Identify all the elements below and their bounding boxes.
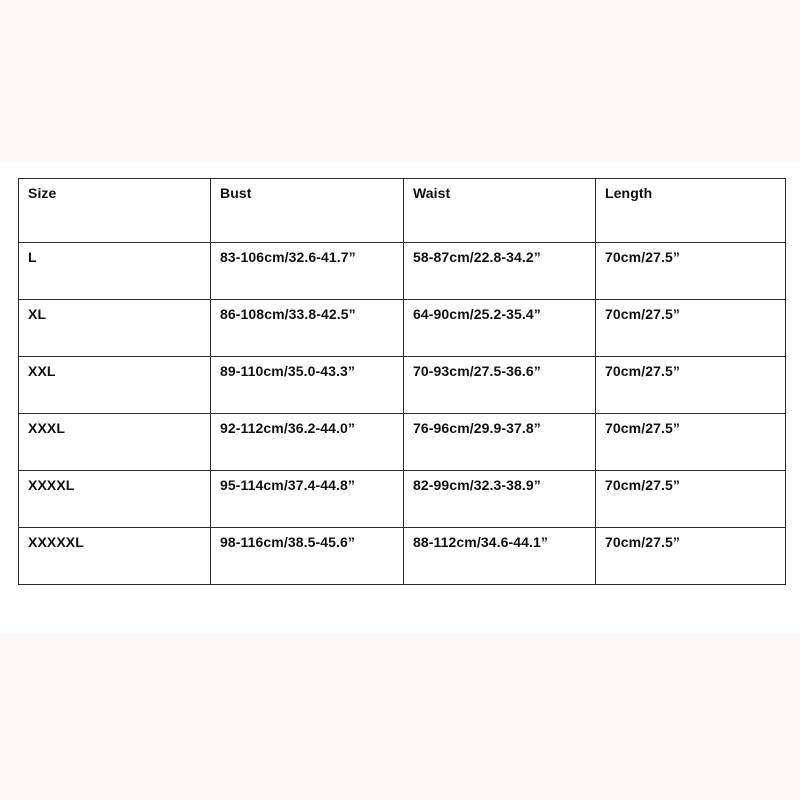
waist-cell: 70-93cm/27.5-36.6” <box>404 357 596 414</box>
size-cell: L <box>19 243 211 300</box>
bust-cell: 98-116cm/38.5-45.6” <box>211 528 404 585</box>
size-chart-table <box>18 178 786 585</box>
header-row <box>19 179 786 243</box>
waist-cell: 82-99cm/32.3-38.9” <box>404 471 596 528</box>
size-cell: XXXL <box>19 414 211 471</box>
table-row <box>19 357 786 414</box>
header-waist: Waist <box>404 179 596 243</box>
header-length: Length <box>596 179 786 243</box>
bust-cell: 95-114cm/37.4-44.8” <box>211 471 404 528</box>
waist-cell: 64-90cm/25.2-35.4” <box>404 300 596 357</box>
waist-cell: 76-96cm/29.9-37.8” <box>404 414 596 471</box>
table-row <box>19 243 786 300</box>
bust-cell: 86-108cm/33.8-42.5” <box>211 300 404 357</box>
bust-cell: 83-106cm/32.6-41.7” <box>211 243 404 300</box>
header-bust: Bust <box>211 179 404 243</box>
waist-cell: 88-112cm/34.6-44.1” <box>404 528 596 585</box>
waist-cell: 58-87cm/22.8-34.2” <box>404 243 596 300</box>
length-cell: 70cm/27.5” <box>596 414 786 471</box>
table-row <box>19 471 786 528</box>
table-row <box>19 414 786 471</box>
table-row <box>19 300 786 357</box>
size-cell: XXL <box>19 357 211 414</box>
bust-cell: 89-110cm/35.0-43.3” <box>211 357 404 414</box>
length-cell: 70cm/27.5” <box>596 300 786 357</box>
length-cell: 70cm/27.5” <box>596 471 786 528</box>
length-cell: 70cm/27.5” <box>596 243 786 300</box>
table-row <box>19 528 786 585</box>
header-size: Size <box>19 179 211 243</box>
size-cell: XXXXL <box>19 471 211 528</box>
bust-cell: 92-112cm/36.2-44.0” <box>211 414 404 471</box>
length-cell: 70cm/27.5” <box>596 528 786 585</box>
size-cell: XXXXXL <box>19 528 211 585</box>
size-cell: XL <box>19 300 211 357</box>
length-cell: 70cm/27.5” <box>596 357 786 414</box>
